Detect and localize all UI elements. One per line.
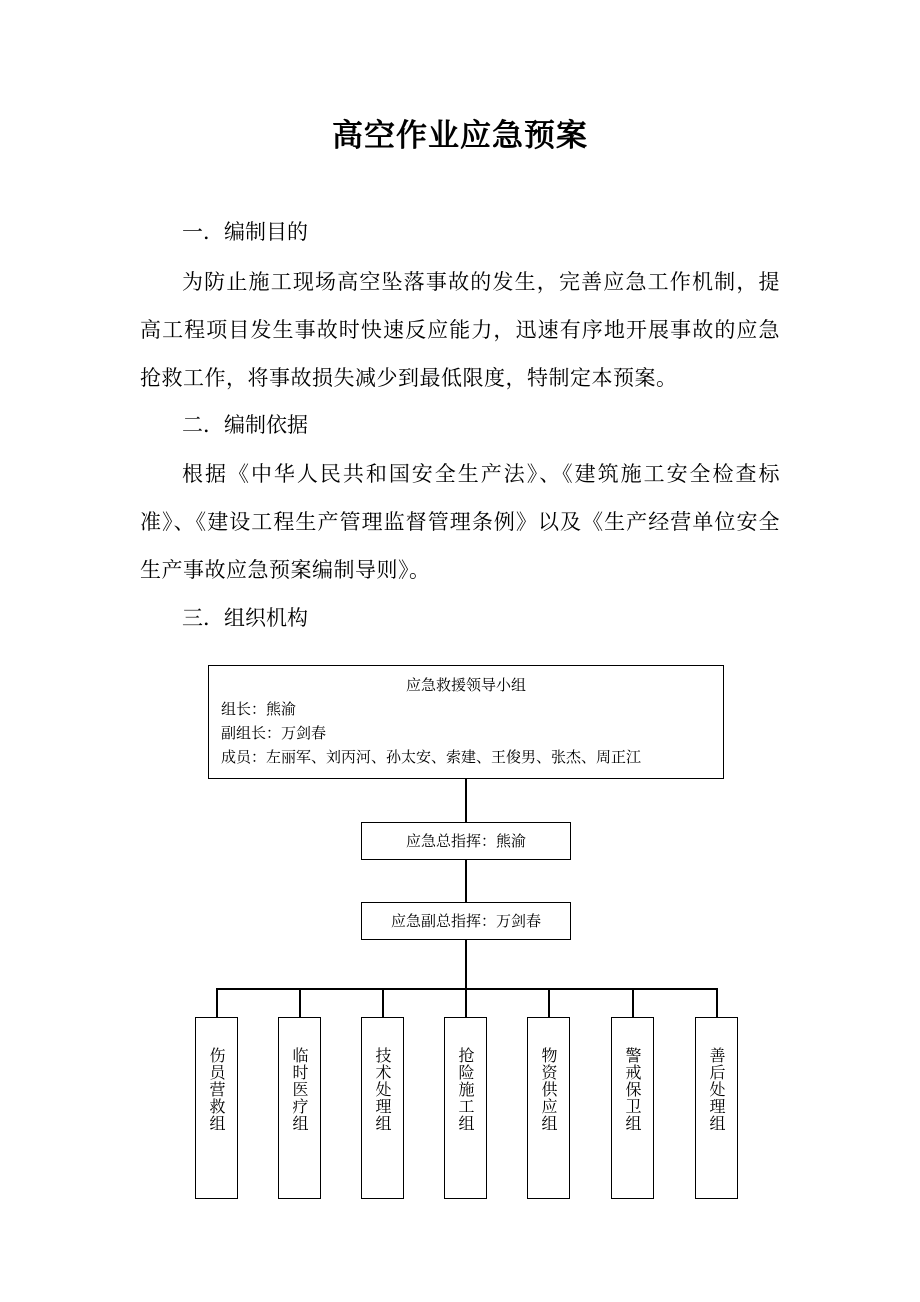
leader-group-box bbox=[208, 665, 724, 779]
connector-leader-to-commander bbox=[465, 779, 467, 822]
commander-box: 应急总指挥：熊渝 bbox=[361, 822, 571, 860]
group-label: 警戒保卫组 bbox=[623, 1047, 642, 1132]
branch-drop-line bbox=[716, 988, 718, 1017]
section-body-basis: 根据《中华人民共和国安全生产法》、《建筑施工安全检查标准》、《建设工程生产管理监督管理条例》以及《生产经营单位安全生产事故应急预案编制导则》。 bbox=[140, 462, 780, 582]
leader-group-title: 应急救援领导小组 bbox=[405, 676, 526, 694]
branch-horizontal-line bbox=[216, 988, 717, 990]
section-heading-purpose: 一．编制目的 bbox=[182, 220, 308, 244]
group-box-aftermath bbox=[695, 1017, 738, 1199]
group-box-technical bbox=[361, 1017, 404, 1199]
leader-group-members: 成员：左丽军、刘丙河、孙太安、索建、王俊男、张杰、周正江 bbox=[221, 748, 642, 766]
branch-drop-line bbox=[299, 988, 301, 1017]
group-label: 伤员营救组 bbox=[207, 1047, 226, 1132]
branch-drop-line bbox=[548, 988, 550, 1017]
group-label: 技术处理组 bbox=[373, 1047, 392, 1132]
leader-group-deputy: 副组长：万剑春 bbox=[221, 724, 327, 742]
section-heading-basis: 二．编制依据 bbox=[182, 413, 308, 437]
branch-drop-line bbox=[465, 988, 467, 1017]
group-box-material-supply bbox=[527, 1017, 570, 1199]
document-title: 高空作业应急预案 bbox=[332, 118, 588, 154]
section-heading-organization: 三．组织机构 bbox=[182, 606, 308, 630]
connector-deputy-to-branches bbox=[465, 940, 467, 988]
group-box-emergency-construction bbox=[444, 1017, 487, 1199]
group-box-casualty-rescue bbox=[195, 1017, 238, 1199]
group-box-temporary-medical bbox=[278, 1017, 321, 1199]
branch-drop-line bbox=[216, 988, 218, 1017]
group-label: 物资供应组 bbox=[539, 1047, 558, 1132]
branch-drop-line bbox=[382, 988, 384, 1017]
group-label: 抢险施工组 bbox=[456, 1047, 475, 1132]
leader-group-leader: 组长：熊渝 bbox=[221, 700, 297, 718]
deputy-commander-box: 应急副总指挥：万剑春 bbox=[361, 902, 571, 940]
group-label: 临时医疗组 bbox=[290, 1047, 309, 1132]
branch-drop-line bbox=[632, 988, 634, 1017]
section-body-purpose: 为防止施工现场高空坠落事故的发生，完善应急工作机制，提高工程项目发生事故时快速反应能力，迅速有序地开展事故的应急抢救工作，将事故损失减少到最低限度，特制定本预案。 bbox=[140, 270, 780, 390]
group-box-security bbox=[611, 1017, 654, 1199]
group-label: 善后处理组 bbox=[707, 1047, 726, 1132]
connector-commander-to-deputy bbox=[465, 860, 467, 902]
